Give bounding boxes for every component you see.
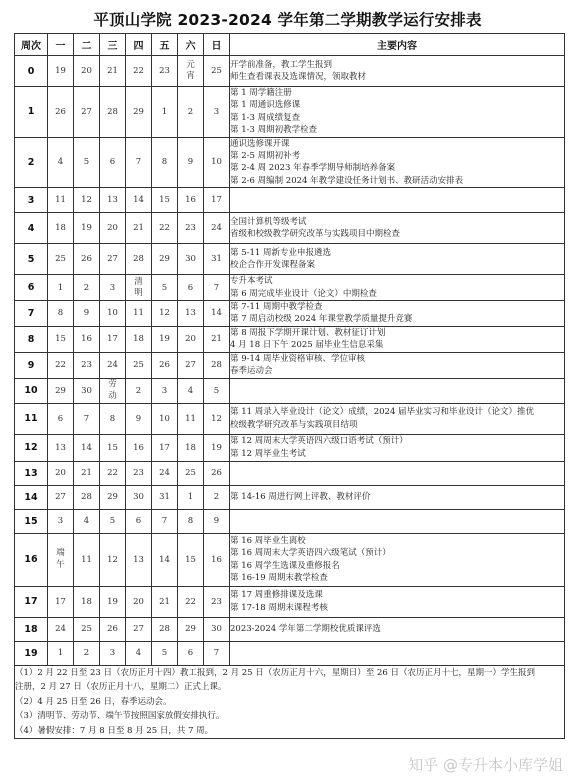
day-cell: 22	[152, 213, 178, 244]
content-cell	[230, 617, 565, 641]
content-line: 通识选修课开课	[230, 138, 290, 149]
content-line: 第 16 周学生选课及重修报名	[230, 560, 340, 571]
day-cell: 11	[74, 533, 100, 586]
content-line: 第 9-14 周毕业资格审核、学位审核	[230, 353, 366, 364]
notes-cell	[15, 665, 565, 739]
day-cell: 12	[74, 188, 100, 213]
header-sat: 六	[178, 34, 204, 56]
week-number: 5	[15, 244, 48, 275]
content-cell	[230, 461, 565, 485]
week-number: 10	[15, 378, 48, 403]
week-number: 11	[15, 403, 48, 434]
day-cell: 21	[100, 56, 126, 87]
content-line: 第 16 周周末大学英语四六级笔试（预计）	[230, 548, 391, 559]
content-cell	[230, 326, 565, 352]
day-cell: 22	[126, 56, 152, 87]
page-title: 平顶山学院 2023-2024 学年第二学期教学运行安排表	[93, 11, 482, 29]
day-cell: 17	[48, 586, 74, 617]
content-cell	[230, 403, 565, 434]
table-row	[15, 275, 565, 301]
content-line: 师生查看课表及选课情况，领取教材	[230, 72, 367, 82]
content-line: 第 14-16 周进行网上评教、教材评价	[230, 491, 371, 502]
day-cell: 1	[178, 485, 204, 509]
note-line: （4）暑假安排：7 月 8 日至 8 月 25 日，共 7 周。	[15, 725, 214, 736]
week-number: 19	[15, 641, 48, 665]
day-cell: 20	[126, 586, 152, 617]
content-cell	[230, 87, 565, 138]
day-cell: 27	[74, 87, 100, 138]
day-cell: 2	[204, 485, 230, 509]
day-cell: 5	[204, 378, 230, 403]
table-row	[15, 188, 565, 213]
table-row	[15, 56, 565, 87]
day-cell: 24	[204, 213, 230, 244]
day-cell: 14	[152, 533, 178, 586]
content-line: 第 6 周完成毕业设计（论文）中期检查	[230, 288, 377, 299]
day-cell: 13	[126, 533, 152, 586]
day-cell: 29	[126, 87, 152, 138]
header-sun: 日	[204, 34, 230, 56]
day-cell: 12	[100, 533, 126, 586]
content-line: 第 17-18 周期末课程考核	[230, 602, 328, 613]
day-cell: 12	[204, 403, 230, 434]
table-row	[15, 586, 565, 617]
header-week: 周次	[15, 34, 48, 56]
day-cell: 23	[74, 352, 100, 378]
day-cell: 8	[100, 403, 126, 434]
day-cell: 24	[48, 617, 74, 641]
table-row	[15, 87, 565, 138]
day-cell: 2	[74, 641, 100, 665]
day-cell: 9	[204, 509, 230, 533]
week-number: 15	[15, 509, 48, 533]
header-wed: 三	[100, 34, 126, 56]
day-cell: 7	[126, 137, 152, 188]
day-cell: 2	[126, 378, 152, 403]
day-cell: 17	[100, 326, 126, 352]
day-cell: 7	[204, 641, 230, 665]
day-cell: 24	[152, 461, 178, 485]
header-thu: 四	[126, 34, 152, 56]
day-cell: 22	[48, 352, 74, 378]
day-cell: 23	[126, 461, 152, 485]
day-cell: 19	[100, 586, 126, 617]
day-cell: 26	[152, 352, 178, 378]
day-cell: 1	[152, 87, 178, 138]
day-cell: 端 午	[48, 533, 74, 586]
table-row	[15, 434, 565, 461]
day-cell: 16	[74, 326, 100, 352]
content-line: 2023-2024 学年第二学期校优质课评选	[230, 623, 381, 634]
note-line: （1）2 月 22 日至 23 日（农历正月十四）教工报到，2 月 25 日（农历正月十六，星期日）至 26 日（农历正月十七，星期一）学生报到	[15, 667, 536, 678]
day-cell: 18	[48, 213, 74, 244]
day-cell: 11	[48, 188, 74, 213]
day-cell: 5	[152, 275, 178, 301]
day-cell: 16	[178, 188, 204, 213]
content-cell	[230, 244, 565, 275]
day-cell: 25	[126, 352, 152, 378]
day-cell: 9	[126, 403, 152, 434]
week-number: 17	[15, 586, 48, 617]
content-cell	[230, 56, 565, 87]
content-line: 校企合作开发课程备案	[230, 260, 316, 271]
day-cell: 20	[178, 326, 204, 352]
content-line: 春季运动会	[230, 366, 273, 377]
content-line: 第 16 周毕业生离校	[230, 535, 306, 546]
day-cell: 5	[74, 137, 100, 188]
day-cell: 29	[178, 617, 204, 641]
content-cell	[230, 137, 565, 188]
day-cell: 23	[152, 56, 178, 87]
day-cell: 14	[126, 188, 152, 213]
content-line: 开学前准备，教工学生报到	[230, 59, 333, 70]
day-cell: 25	[48, 244, 74, 275]
content-line: 第 2-5 周期初补考	[230, 151, 301, 162]
day-cell: 4	[178, 378, 204, 403]
content-line: 第 2-6 周编制 2024 年教学建设任务计划书、教研活动安排表	[230, 175, 464, 186]
table-row	[15, 403, 565, 434]
day-cell: 13	[178, 301, 204, 327]
day-cell: 24	[100, 352, 126, 378]
day-cell: 25	[178, 461, 204, 485]
day-cell: 14	[204, 301, 230, 327]
week-number: 13	[15, 461, 48, 485]
day-cell: 29	[48, 378, 74, 403]
day-cell: 27	[178, 352, 204, 378]
day-cell: 16	[204, 533, 230, 586]
day-cell: 22	[178, 586, 204, 617]
table-row	[15, 244, 565, 275]
day-cell: 17	[152, 434, 178, 461]
notes-row	[15, 665, 565, 739]
table-row	[15, 213, 565, 244]
day-cell: 29	[100, 485, 126, 509]
table-row	[15, 461, 565, 485]
day-cell: 20	[48, 461, 74, 485]
day-cell: 10	[100, 301, 126, 327]
day-cell: 3	[100, 275, 126, 301]
week-number: 12	[15, 434, 48, 461]
day-cell: 劳 动	[100, 378, 126, 403]
day-cell: 5	[100, 509, 126, 533]
week-number: 18	[15, 617, 48, 641]
day-cell: 元 宵	[178, 56, 204, 87]
day-cell: 9	[178, 137, 204, 188]
content-line: 第 8 周报下学期开课计划、教材征订计划	[230, 327, 386, 338]
table-row	[15, 617, 565, 641]
day-cell: 21	[204, 326, 230, 352]
watermark: 知乎 @专升本小库学姐	[408, 756, 563, 774]
content-line: 第 12 周周末大学英语四六级口语考试（预计）	[230, 436, 408, 447]
day-cell: 30	[204, 617, 230, 641]
content-cell	[230, 586, 565, 617]
day-cell: 26	[204, 461, 230, 485]
day-cell: 23	[204, 586, 230, 617]
day-cell: 25	[204, 56, 230, 87]
day-cell: 6	[178, 641, 204, 665]
content-cell	[230, 641, 565, 665]
week-number: 9	[15, 352, 48, 378]
day-cell: 15	[48, 326, 74, 352]
day-cell: 18	[126, 326, 152, 352]
day-cell: 28	[74, 485, 100, 509]
week-number: 16	[15, 533, 48, 586]
table-row	[15, 352, 565, 378]
day-cell: 6	[100, 137, 126, 188]
content-cell	[230, 352, 565, 378]
day-cell: 27	[48, 485, 74, 509]
header-fri: 五	[152, 34, 178, 56]
content-line: 第 1-3 周期初教学检查	[230, 125, 318, 136]
week-number: 0	[15, 56, 48, 87]
week-number: 3	[15, 188, 48, 213]
content-line: 省级和校级教学研究改革与实践项目中期检查	[230, 229, 401, 240]
content-line: 专升本考试	[230, 276, 273, 287]
day-cell: 5	[152, 641, 178, 665]
content-cell	[230, 213, 565, 244]
day-cell: 11	[126, 301, 152, 327]
day-cell: 18	[178, 434, 204, 461]
day-cell: 19	[48, 56, 74, 87]
day-cell: 4	[74, 509, 100, 533]
day-cell: 28	[100, 87, 126, 138]
day-cell: 19	[74, 213, 100, 244]
day-cell: 31	[152, 485, 178, 509]
day-cell: 4	[126, 641, 152, 665]
content-line: 第 1 周学籍注册	[230, 88, 292, 98]
content-line: 第 5-11 周新专业申报遴选	[230, 247, 332, 258]
day-cell: 23	[178, 213, 204, 244]
day-cell: 7	[74, 403, 100, 434]
table-row	[15, 641, 565, 665]
day-cell: 26	[74, 244, 100, 275]
content-cell	[230, 275, 565, 301]
day-cell: 25	[74, 617, 100, 641]
day-cell: 8	[152, 137, 178, 188]
header-row	[15, 34, 565, 56]
day-cell: 8	[178, 509, 204, 533]
content-line: 第 12 周毕业生考试	[230, 448, 306, 459]
header-tue: 二	[74, 34, 100, 56]
content-line: 第 7 周启动校级 2024 年课堂教学质量提升竞赛	[230, 314, 413, 325]
week-number: 1	[15, 87, 48, 138]
day-cell: 29	[152, 244, 178, 275]
content-line: 第 16-19 周期末教学检查	[230, 572, 328, 583]
content-line: 4 月 18 日下午 2025 届毕业生信息采集	[230, 340, 384, 351]
day-cell: 30	[126, 485, 152, 509]
day-cell: 20	[100, 213, 126, 244]
day-cell: 31	[204, 244, 230, 275]
day-cell: 22	[100, 461, 126, 485]
week-number: 7	[15, 301, 48, 327]
day-cell: 6	[126, 509, 152, 533]
day-cell: 21	[74, 461, 100, 485]
content-cell	[230, 434, 565, 461]
content-line: 第 7-11 周期中教学检查	[230, 302, 323, 313]
table-row	[15, 137, 565, 188]
week-number: 2	[15, 137, 48, 188]
content-cell	[230, 485, 565, 509]
day-cell: 7	[152, 509, 178, 533]
content-line: 第 2-4 周 2023 年春季学期导师制培养备案	[230, 163, 396, 174]
day-cell: 27	[126, 617, 152, 641]
day-cell: 19	[152, 326, 178, 352]
day-cell: 26	[48, 87, 74, 138]
day-cell: 11	[178, 403, 204, 434]
content-cell	[230, 378, 565, 403]
day-cell: 15	[178, 533, 204, 586]
day-cell: 清 明	[126, 275, 152, 301]
content-line: 校级教学研究改革与实践项目结项	[230, 419, 358, 430]
header-content: 主要内容	[230, 34, 565, 56]
day-cell: 4	[48, 137, 74, 188]
day-cell: 17	[204, 188, 230, 213]
note-line: （3）清明节、劳动节、端午节按照国家放假安排执行。	[15, 711, 225, 722]
day-cell: 8	[48, 301, 74, 327]
schedule-table	[14, 33, 565, 739]
content-cell	[230, 301, 565, 327]
day-cell: 28	[204, 352, 230, 378]
content-line: 第 17 周重修排课及选课	[230, 590, 323, 601]
day-cell: 2	[178, 87, 204, 138]
week-number: 14	[15, 485, 48, 509]
day-cell: 12	[152, 301, 178, 327]
day-cell: 26	[100, 617, 126, 641]
day-cell: 3	[100, 641, 126, 665]
day-cell: 3	[48, 509, 74, 533]
day-cell: 6	[48, 403, 74, 434]
day-cell: 1	[48, 641, 74, 665]
table-row	[15, 509, 565, 533]
note-line: （2）4 月 25 日至 26 日，春季运动会。	[15, 696, 172, 707]
day-cell: 10	[152, 403, 178, 434]
day-cell: 30	[74, 378, 100, 403]
content-line: 第 11 周录入毕业设计（论文）成绩，2024 届毕业实习和毕业设计（论文）推优	[230, 407, 535, 418]
day-cell: 3	[204, 87, 230, 138]
note-line: 注册，2 月 27 日（农历正月十八，星期二）正式上课。	[15, 682, 227, 693]
day-cell: 2	[74, 275, 100, 301]
table-row	[15, 301, 565, 327]
content-line: 第 1 周通识选修课	[230, 100, 301, 111]
day-cell: 13	[48, 434, 74, 461]
table-row	[15, 533, 565, 586]
week-number: 4	[15, 213, 48, 244]
day-cell: 3	[152, 378, 178, 403]
day-cell: 14	[74, 434, 100, 461]
day-cell: 15	[152, 188, 178, 213]
day-cell: 10	[204, 137, 230, 188]
table-row	[15, 378, 565, 403]
week-number: 8	[15, 326, 48, 352]
content-line: 全国计算机等级考试	[230, 216, 307, 227]
day-cell: 28	[152, 617, 178, 641]
day-cell: 13	[100, 188, 126, 213]
day-cell: 18	[74, 586, 100, 617]
day-cell: 28	[126, 244, 152, 275]
week-number: 6	[15, 275, 48, 301]
day-cell: 15	[100, 434, 126, 461]
day-cell: 6	[178, 275, 204, 301]
content-cell	[230, 533, 565, 586]
day-cell: 7	[204, 275, 230, 301]
day-cell: 20	[74, 56, 100, 87]
day-cell: 27	[100, 244, 126, 275]
content-line: 第 1-3 周成绩复查	[230, 112, 301, 123]
table-row	[15, 485, 565, 509]
content-cell	[230, 188, 565, 213]
day-cell: 1	[48, 275, 74, 301]
header-mon: 一	[48, 34, 74, 56]
day-cell: 21	[126, 213, 152, 244]
day-cell: 19	[204, 434, 230, 461]
content-cell	[230, 509, 565, 533]
day-cell: 30	[178, 244, 204, 275]
day-cell: 21	[152, 586, 178, 617]
table-row	[15, 326, 565, 352]
day-cell: 9	[74, 301, 100, 327]
day-cell: 16	[126, 434, 152, 461]
